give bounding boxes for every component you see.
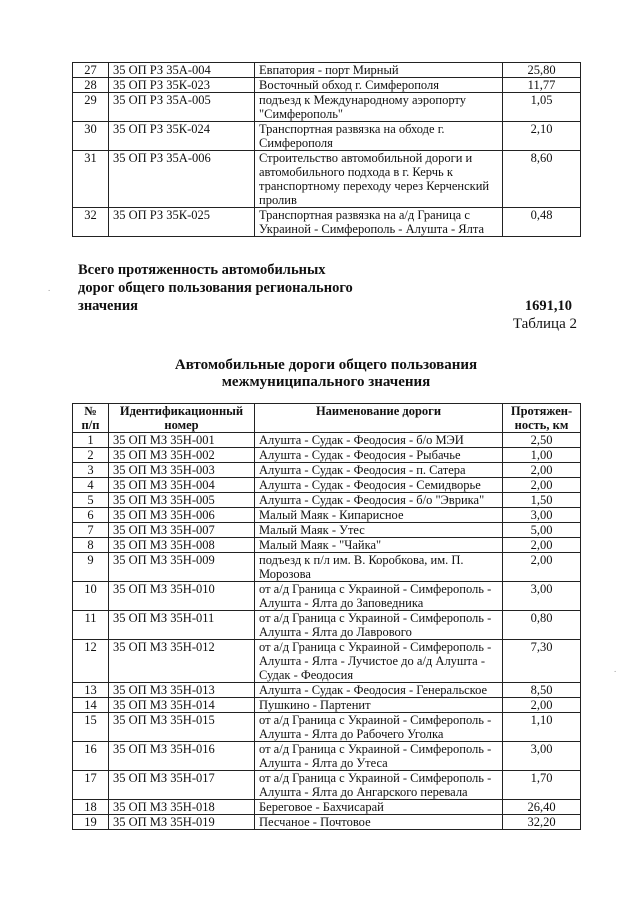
row-number: 7: [73, 523, 109, 538]
road-length: 32,20: [503, 815, 581, 830]
regional-total: [78, 261, 572, 315]
row-number: 10: [73, 582, 109, 611]
road-name: Евпатория - порт Мирный: [255, 63, 503, 78]
road-length: 11,77: [503, 78, 581, 93]
road-id: 35 ОП МЗ 35Н-018: [109, 800, 255, 815]
road-name: Восточный обход г. Симферополя: [255, 78, 503, 93]
scan-speck: .: [614, 664, 617, 674]
road-name: от а/д Граница с Украиной - Симферополь - Алушта - Ялта до Заповедника: [255, 582, 503, 611]
road-name: Малый Маяк - Утес: [255, 523, 503, 538]
header-num: № п/п: [73, 404, 109, 433]
row-number: 15: [73, 713, 109, 742]
table-header: [73, 404, 581, 433]
table-row: [73, 611, 581, 640]
row-number: 6: [73, 508, 109, 523]
row-number: 30: [73, 122, 109, 151]
road-length: 3,00: [503, 508, 581, 523]
road-id: 35 ОП РЗ 35А-006: [109, 151, 255, 208]
scan-speck: .: [48, 283, 51, 293]
regional-roads-table-body: [73, 63, 581, 237]
road-name: Алушта - Судак - Феодосия - п. Сатера: [255, 463, 503, 478]
header-length: Протяжен-ность, км: [503, 404, 581, 433]
section-heading: Автомобильные дороги общего пользования межмуниципального значения: [174, 357, 478, 390]
table-row: [73, 553, 581, 582]
road-length: 5,00: [503, 523, 581, 538]
table-row: [73, 582, 581, 611]
row-number: 5: [73, 493, 109, 508]
table-row: [73, 463, 581, 478]
road-length: 1,05: [503, 93, 581, 122]
road-name: Транспортная развязка на обходе г. Симферополя: [255, 122, 503, 151]
table-row: [73, 742, 581, 771]
road-length: 2,00: [503, 553, 581, 582]
road-id: 35 ОП МЗ 35Н-011: [109, 611, 255, 640]
road-id: 35 ОП РЗ 35К-023: [109, 78, 255, 93]
table-row: [73, 78, 581, 93]
table-row: [73, 815, 581, 830]
regional-total-label: Всего протяженность автомобильных дорог общего пользования регионального значения: [78, 262, 353, 314]
road-length: 3,00: [503, 742, 581, 771]
row-number: 3: [73, 463, 109, 478]
table-row: [73, 640, 581, 683]
road-id: 35 ОП МЗ 35Н-017: [109, 771, 255, 800]
road-name: Алушта - Судак - Феодосия - Семидворье: [255, 478, 503, 493]
row-number: 32: [73, 208, 109, 237]
table-row: [73, 800, 581, 815]
header-id: Идентификационный номер: [109, 404, 255, 433]
road-name: Транспортная развязка на а/д Граница с Украиной - Симферополь - Алушта - Ялта: [255, 208, 503, 237]
table-row: [73, 523, 581, 538]
road-name: Малый Маяк - Кипарисное: [255, 508, 503, 523]
road-id: 35 ОП МЗ 35Н-004: [109, 478, 255, 493]
road-id: 35 ОП МЗ 35Н-009: [109, 553, 255, 582]
table-row: [73, 122, 581, 151]
road-length: 2,00: [503, 538, 581, 553]
row-number: 8: [73, 538, 109, 553]
road-length: 1,70: [503, 771, 581, 800]
road-length: 1,00: [503, 448, 581, 463]
row-number: 28: [73, 78, 109, 93]
regional-roads-table-continued: [72, 62, 581, 237]
road-name: Алушта - Судак - Феодосия - б/о "Эврика": [255, 493, 503, 508]
road-name: от а/д Граница с Украиной - Симферополь - Алушта - Ялта до Рабочего Уголка: [255, 713, 503, 742]
road-length: 8,50: [503, 683, 581, 698]
row-number: 31: [73, 151, 109, 208]
table-number: Таблица 2: [512, 316, 577, 332]
table-row: [73, 433, 581, 448]
table-row: [73, 493, 581, 508]
road-length: 0,48: [503, 208, 581, 237]
road-length: 2,00: [503, 478, 581, 493]
road-id: 35 ОП МЗ 35Н-001: [109, 433, 255, 448]
row-number: 4: [73, 478, 109, 493]
row-number: 17: [73, 771, 109, 800]
road-name: Алушта - Судак - Феодосия - б/о МЭИ: [255, 433, 503, 448]
road-name: Строительство автомобильной дороги и автомобильного подхода в г. Керчь к транспортному переходу через Керченский пролив: [255, 151, 503, 208]
row-number: 2: [73, 448, 109, 463]
road-name: от а/д Граница с Украиной - Симферополь - Алушта - Ялта до Утеса: [255, 742, 503, 771]
road-id: 35 ОП РЗ 35К-025: [109, 208, 255, 237]
road-name: Малый Маяк - "Чайка": [255, 538, 503, 553]
row-number: 12: [73, 640, 109, 683]
row-number: 13: [73, 683, 109, 698]
regional-total-value: 1691,10: [524, 298, 572, 314]
table-row: [73, 448, 581, 463]
road-length: 8,60: [503, 151, 581, 208]
road-id: 35 ОП МЗ 35Н-006: [109, 508, 255, 523]
road-id: 35 ОП МЗ 35Н-008: [109, 538, 255, 553]
road-id: 35 ОП МЗ 35Н-013: [109, 683, 255, 698]
road-id: 35 ОП МЗ 35Н-010: [109, 582, 255, 611]
road-name: Пушкино - Партенит: [255, 698, 503, 713]
intermunicipal-roads-table-body: [73, 433, 581, 830]
road-name: Алушта - Судак - Феодосия - Генеральское: [255, 683, 503, 698]
table-row: [73, 538, 581, 553]
road-name: от а/д Граница с Украиной - Симферополь - Алушта - Ялта до Ангарского перевала: [255, 771, 503, 800]
table-row: [73, 771, 581, 800]
table-row: [73, 713, 581, 742]
road-length: 25,80: [503, 63, 581, 78]
row-number: 19: [73, 815, 109, 830]
row-number: 18: [73, 800, 109, 815]
road-length: 1,10: [503, 713, 581, 742]
road-id: 35 ОП МЗ 35Н-019: [109, 815, 255, 830]
road-name: Песчаное - Почтовое: [255, 815, 503, 830]
road-length: 2,00: [503, 463, 581, 478]
road-length: 3,00: [503, 582, 581, 611]
road-length: 0,80: [503, 611, 581, 640]
road-id: 35 ОП РЗ 35К-024: [109, 122, 255, 151]
road-length: 2,50: [503, 433, 581, 448]
table-row: [73, 683, 581, 698]
intermunicipal-roads-table: [72, 403, 581, 830]
road-id: 35 ОП МЗ 35Н-002: [109, 448, 255, 463]
road-name: от а/д Граница с Украиной - Симферополь - Алушта - Ялта до Лаврового: [255, 611, 503, 640]
road-length: 2,00: [503, 698, 581, 713]
table-row: [73, 478, 581, 493]
road-id: 35 ОП МЗ 35Н-005: [109, 493, 255, 508]
header-name: Наименование дороги: [255, 404, 503, 433]
road-length: 26,40: [503, 800, 581, 815]
road-length: 2,10: [503, 122, 581, 151]
road-name: подъезд к п/л им. В. Коробкова, им. П. Морозова: [255, 553, 503, 582]
row-number: 9: [73, 553, 109, 582]
road-id: 35 ОП МЗ 35Н-015: [109, 713, 255, 742]
road-name: подъезд к Международному аэропорту "Симферополь": [255, 93, 503, 122]
table-row: [73, 698, 581, 713]
road-length: 7,30: [503, 640, 581, 683]
table-row: [73, 208, 581, 237]
road-id: 35 ОП МЗ 35Н-007: [109, 523, 255, 538]
road-id: 35 ОП МЗ 35Н-012: [109, 640, 255, 683]
row-number: 1: [73, 433, 109, 448]
row-number: 29: [73, 93, 109, 122]
road-id: 35 ОП РЗ 35А-005: [109, 93, 255, 122]
road-name: от а/д Граница с Украиной - Симферополь - Алушта - Ялта - Лучистое до а/д Алушта - Судак - Феодосия: [255, 640, 503, 683]
table-row: [73, 93, 581, 122]
road-id: 35 ОП МЗ 35Н-003: [109, 463, 255, 478]
road-name: Алушта - Судак - Феодосия - Рыбачье: [255, 448, 503, 463]
road-id: 35 ОП МЗ 35Н-016: [109, 742, 255, 771]
road-id: 35 ОП МЗ 35Н-014: [109, 698, 255, 713]
table-row: [73, 151, 581, 208]
row-number: 11: [73, 611, 109, 640]
road-name: Береговое - Бахчисарай: [255, 800, 503, 815]
table-row: [73, 63, 581, 78]
road-id: 35 ОП РЗ 35А-004: [109, 63, 255, 78]
road-length: 1,50: [503, 493, 581, 508]
row-number: 27: [73, 63, 109, 78]
row-number: 14: [73, 698, 109, 713]
table-row: [73, 508, 581, 523]
row-number: 16: [73, 742, 109, 771]
